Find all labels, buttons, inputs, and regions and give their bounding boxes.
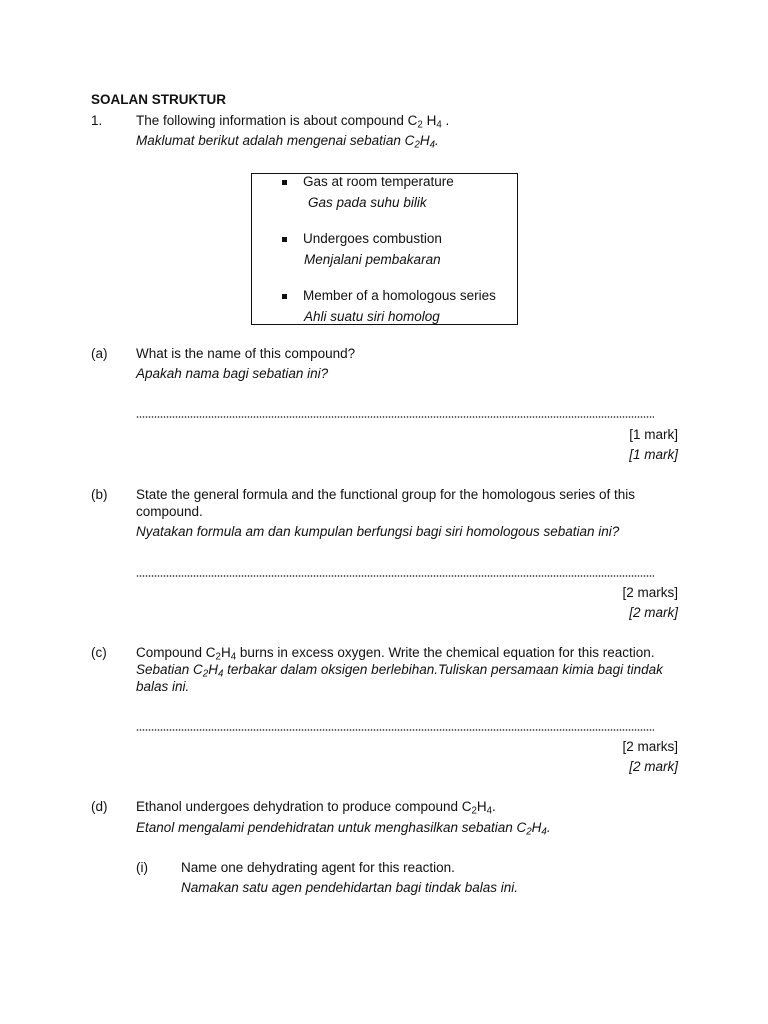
question-number: 1. bbox=[91, 113, 103, 128]
bullet-icon bbox=[282, 237, 287, 242]
part-d-i-question-en: Name one dehydrating agent for this reaction. bbox=[181, 860, 455, 875]
part-c-question-ms-line2: balas ini. bbox=[136, 679, 190, 694]
part-c-label: (c) bbox=[91, 645, 107, 660]
mark-label-ms: [1 mark] bbox=[629, 447, 678, 462]
question-1-text-ms: Maklumat berikut adalah mengenai sebatian $C_2H_4$. bbox=[136, 133, 439, 151]
part-b-question-en: State the general formula and the functional group for the homologous series of this bbox=[136, 487, 636, 502]
mark-label-en: [2 marks] bbox=[622, 585, 678, 600]
mark-label-en: [2 marks] bbox=[622, 739, 678, 754]
part-b-question-en-line2: compound. bbox=[136, 504, 203, 519]
info-item-ms: Gas pada suhu bilik bbox=[308, 195, 427, 210]
info-item-ms: Menjalani pembakaran bbox=[304, 252, 441, 267]
part-d-question-en: Ethanol undergoes dehydration to produce compound $C_2H_4$. bbox=[136, 799, 496, 817]
part-c-question-en: Compound $C_2H_4$ burns in excess oxygen. Write the chemical equation for this reaction. bbox=[136, 645, 655, 663]
part-a-question-ms: Apakah nama bagi sebatian ini? bbox=[136, 366, 329, 381]
part-d-i-question-ms: Namakan satu agen pendehidartan bagi tindak balas ini. bbox=[181, 880, 518, 895]
answer-line[interactable] bbox=[136, 575, 654, 577]
part-a-question-en: What is the name of this compound? bbox=[136, 346, 356, 361]
mark-label-en: [1 mark] bbox=[629, 427, 678, 442]
part-c-question-ms: Sebatian $C_2H_4$ terbakar dalam oksigen berlebihan.Tuliskan persamaan kimia bagi tindak bbox=[136, 662, 663, 680]
part-b-label: (b) bbox=[91, 487, 108, 502]
info-item-en: Undergoes combustion bbox=[303, 231, 442, 246]
bullet-icon bbox=[282, 294, 287, 299]
part-a-label: (a) bbox=[91, 346, 108, 361]
part-d-label: (d) bbox=[91, 799, 108, 814]
part-d-i-label: (i) bbox=[136, 860, 148, 875]
info-item-en: Gas at room temperature bbox=[303, 174, 454, 189]
info-item-ms: Ahli suatu siri homolog bbox=[304, 309, 440, 324]
info-item-en: Member of a homologous series bbox=[303, 288, 496, 303]
answer-line[interactable] bbox=[136, 416, 654, 418]
part-b-question-ms: Nyatakan formula am dan kumpulan berfungsi bagi siri homologous sebatian ini? bbox=[136, 524, 620, 539]
mark-label-ms: [2 mark] bbox=[629, 605, 678, 620]
bullet-icon bbox=[282, 180, 287, 185]
section-heading: SOALAN STRUKTUR bbox=[91, 92, 226, 107]
question-1-text-en: The following information is about compound $C_2$ $H_4$ . bbox=[136, 113, 450, 131]
part-d-question-ms: Etanol mengalami pendehidratan untuk menghasilkan sebatian $C_2H_4$. bbox=[136, 820, 551, 838]
mark-label-ms: [2 mark] bbox=[629, 759, 678, 774]
answer-line[interactable] bbox=[136, 729, 654, 731]
